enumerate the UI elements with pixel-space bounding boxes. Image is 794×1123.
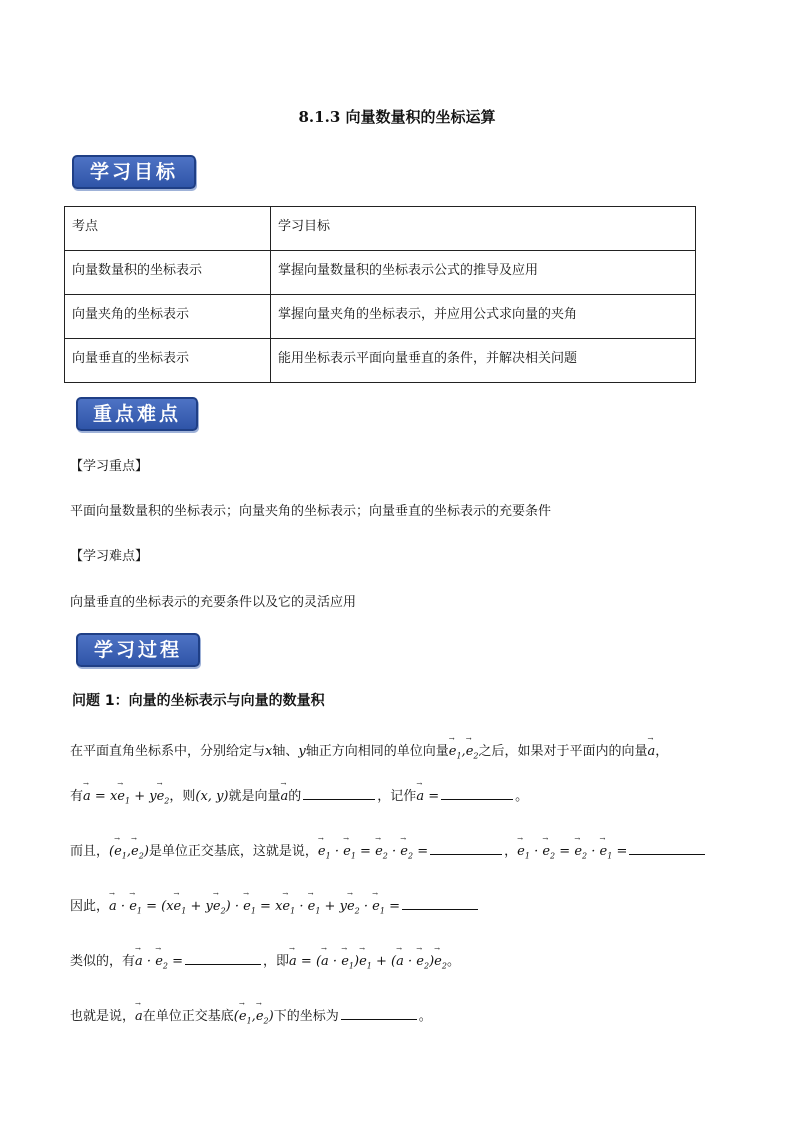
goals-table: [64, 206, 696, 383]
table-cell: 掌握向量夹角的坐标表示，并应用公式求向量的夹角: [271, 295, 696, 339]
focus-text: 平面向量数量积的坐标表示；向量夹角的坐标表示；向量垂直的坐标表示的充要条件: [70, 504, 552, 519]
table-row: [65, 295, 696, 339]
answer-blank: [341, 1007, 417, 1020]
difficulty-label: 【学习难点】: [70, 549, 149, 564]
answer-blank: [185, 952, 261, 965]
table-row: [65, 251, 696, 295]
problem-heading: 问题 1：向量的坐标表示与向量的数量积: [72, 693, 325, 709]
table-row: [65, 339, 696, 383]
page-title: 8.1.3 向量数量积的坐标运算: [298, 108, 496, 126]
paragraph-line-1: 在平面直角坐标系中，分别给定与x轴、y轴正方向相同的单位向量→ $e_1,\to e_2$之后，如果对于平面内的向量→ a，: [70, 740, 668, 761]
section-badge-process: 学习过程: [76, 633, 200, 667]
table-cell: 向量垂直的坐标表示: [65, 339, 271, 383]
paragraph-line-5: 类似的，有→ a · → $e_2$ = ，即→ a = (→ a · → $e_1)\to e_1$ + (→ a · → $e_2)\to e_2$。: [70, 950, 460, 971]
answer-blank: [629, 842, 705, 855]
answer-blank: [402, 897, 478, 910]
focus-label: 【学习重点】: [70, 459, 149, 474]
table-cell: 向量数量积的坐标表示: [65, 251, 271, 295]
answer-blank: [430, 842, 502, 855]
paragraph-line-2: 有→ $a = x\to e_1 + y\to e_2$，则(x, y)就是向量→ a的 ，记作→ a = 。: [70, 785, 528, 806]
table-cell: 能用坐标表示平面向量垂直的条件，并解决相关问题: [271, 339, 696, 383]
paragraph-line-4: 因此，→ a · → $e_1 = (x\to e_1 + y\to e_2)$ · → $e_1 = x\to e_1$ · → $e_1 + y\to e_2$ · → $e_1$ =: [70, 895, 480, 916]
table-header-goal: 学习目标: [271, 207, 696, 251]
paragraph-line-3: 而且，(→ $e_1,\to e_2$)是单位正交基底，这就是说，→ $e_1$ · → $e_1$ = → $e_2$ · → $e_2$ = ，→ $e_1$ · → $e_2$ = → $e_2$ · → $e_1$ =: [70, 840, 707, 861]
section-badge-goals: 学习目标: [72, 155, 196, 189]
difficulty-text: 向量垂直的坐标表示的充要条件以及它的灵活应用: [70, 595, 357, 610]
table-header-topic: 考点: [65, 207, 271, 251]
table-cell: 向量夹角的坐标表示: [65, 295, 271, 339]
table-cell: 掌握向量数量积的坐标表示公式的推导及应用: [271, 251, 696, 295]
section-badge-key: 重点难点: [76, 397, 198, 431]
table-row: [65, 207, 696, 251]
answer-blank: [303, 787, 375, 800]
paragraph-line-6: 也就是说，→ a在单位正交基底(→ $e_1,\to e_2$)下的坐标为 。: [70, 1005, 432, 1026]
answer-blank: [441, 787, 513, 800]
